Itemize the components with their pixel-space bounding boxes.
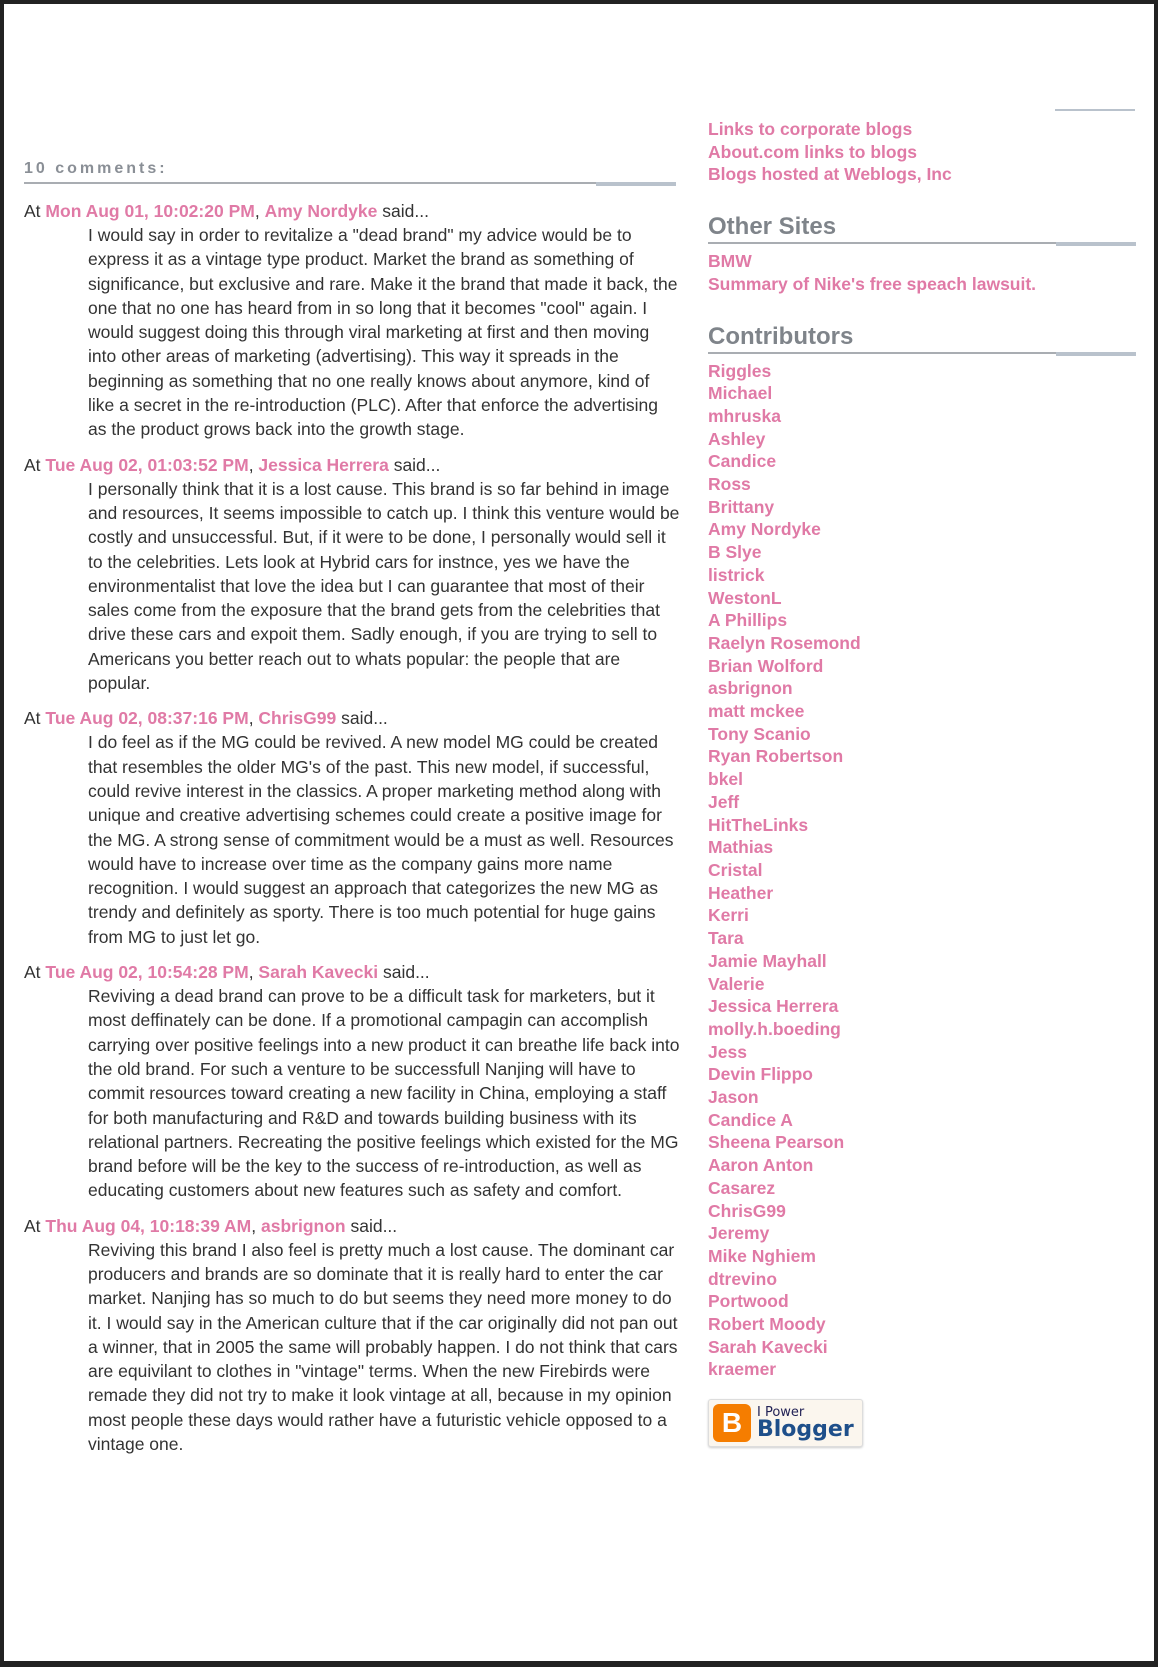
contributor-link[interactable]: Ross: [708, 474, 751, 495]
contributor-link[interactable]: Portwood: [708, 1291, 789, 1312]
contributor-link[interactable]: B Slye: [708, 542, 762, 563]
sidebar-link[interactable]: Blogs hosted at Weblogs, Inc: [708, 164, 952, 185]
contributor-link[interactable]: molly.h.boeding: [708, 1018, 841, 1039]
comment-body: Reviving a dead brand can prove to be a difficult task for marketers, but it most deffinately can be done. If a promotional campagin can accomplish carrying over positive feelings into a new product it can breathe life back into the old brand. For such a venture to be successfull Nanjing will have to commit resources toward creating a new facility in China, employing a staff for both manufacturing and R&D and towards building business with its relational partners. Recreating the positive feelings which existed for the MG brand before will be the key to the success of re-introduction, as well as educating customers about new features such as safety and comfort.: [88, 986, 680, 1201]
sidebar: [708, 118, 1136, 1447]
contributor-link[interactable]: Casarez: [708, 1177, 776, 1198]
comment-date-link[interactable]: Tue Aug 02, 10:54:28 PM: [45, 962, 249, 983]
contributor-link[interactable]: Robert Moody: [708, 1314, 826, 1335]
comment-body: I do feel as if the MG could be revived. A new model MG could be created that resembles the older MG's of the past. This new model, if successful, could revive interest in the classics. A proper marketing method along with unique and creative advertising schemes could create a positive image for the MG. A strong sense of commitment would be a must as well. Resources would have to increase over time as the company gains more name recognition. I would suggest an approach that categorizes the new MG as trendy and definitely as sporty. There is too much potential for huge gains from MG to just let go.: [88, 732, 674, 947]
comment: [24, 453, 680, 696]
comment-meta: At Thu Aug 04, 10:18:39 AM, asbrignon said...: [24, 1215, 398, 1236]
contributor-link[interactable]: A Phillips: [708, 610, 788, 631]
contributor-link[interactable]: Ryan Robertson: [708, 746, 844, 767]
contributor-link[interactable]: Brian Wolford: [708, 655, 824, 676]
contributor-link[interactable]: Jeremy: [708, 1223, 770, 1244]
comment-body: I would say in order to revitalize a "dead brand" my advice would be to express it as a vintage type product. Market the brand as something of significance, but exclusive and rare. Make it the brand that made it back, the one that no one has heard from in so long that it becomes "cool" again. I would suggest doing this through viral marketing at first and then moving into other areas of marketing (advertising). This way it spreads in the beginning as something that no one really knows about anymore, kind of like a secret in the re-introduction (PLC). After that enforce the advertising as the product grows back into the growth stage.: [88, 225, 678, 440]
comment-prefix: At: [24, 201, 41, 221]
comment-body: I personally think that it is a lost cause. This brand is so far behind in image and resources, It seems impossible to catch up. I think this venture would be costly and unsuccessful. But, if it were to be done, I personally would sell it to the celebrities. Lets look at Hybrid cars for instnce, yes we have the environmentalist that love the idea but I can guarantee that most of their sales come from the exposure that the brand gets from the celebrities that drive these cars and expoit them. Sadly enough, if you are trying to sell to Americans you better reach out to whats popular: the people that are popular.: [88, 478, 680, 694]
contributor-link[interactable]: Jamie Mayhall: [708, 950, 827, 971]
contributor-link[interactable]: asbrignon: [708, 678, 793, 699]
sidebar-link[interactable]: About.com links to blogs: [708, 141, 918, 162]
comments-list: [24, 199, 680, 1456]
contributor-link[interactable]: Devin Flippo: [708, 1064, 813, 1085]
contributor-link[interactable]: bkel: [708, 769, 744, 790]
comment-author-link[interactable]: Amy Nordyke: [264, 201, 378, 221]
comment-prefix: At: [24, 962, 41, 983]
comment-author-link[interactable]: Sarah Kavecki: [258, 962, 379, 983]
contributor-link[interactable]: Candice A: [708, 1109, 793, 1130]
comment: [24, 1214, 676, 1457]
other-site-link[interactable]: Summary of Nike's free speach lawsuit.: [708, 273, 1037, 294]
comment-said: said...: [382, 201, 429, 221]
other-sites-list: [708, 250, 1136, 295]
contributor-link[interactable]: Sheena Pearson: [708, 1132, 845, 1153]
contributor-link[interactable]: Mike Nghiem: [708, 1245, 816, 1266]
contributors-list: [708, 360, 1136, 1382]
comment-meta: At Mon Aug 01, 10:02:20 PM, Amy Nordyke said...: [24, 201, 429, 221]
contributor-link[interactable]: Jessica Herrera: [708, 996, 839, 1017]
comment-said: said...: [350, 1215, 398, 1236]
contributor-link[interactable]: Aaron Anton: [708, 1155, 814, 1176]
comment-author-link[interactable]: ChrisG99: [258, 708, 337, 729]
comment-date-link[interactable]: Mon Aug 01, 10:02:20 PM: [45, 201, 255, 221]
comment-date-link[interactable]: Thu Aug 04, 10:18:39 AM: [45, 1215, 252, 1236]
contributor-link[interactable]: WestonL: [708, 587, 782, 608]
sidebar-link[interactable]: Links to corporate blogs: [708, 119, 913, 139]
badge-line2: Blogger: [757, 1416, 854, 1442]
contributor-link[interactable]: Mathias: [708, 837, 774, 858]
contributor-link[interactable]: matt mckee: [708, 701, 805, 722]
contributor-link[interactable]: Cristal: [708, 859, 763, 880]
comment-date-link[interactable]: Tue Aug 02, 01:03:52 PM: [45, 454, 249, 475]
contributor-link[interactable]: mhruska: [708, 405, 781, 426]
blogger-badge[interactable]: [708, 1399, 863, 1447]
comment-meta: At Tue Aug 02, 08:37:16 PM, ChrisG99 said...: [24, 708, 388, 729]
comments-section: [24, 160, 680, 1467]
comment-meta: At Tue Aug 02, 10:54:28 PM, Sarah Kavecki said...: [24, 962, 430, 983]
contributor-link[interactable]: Ashley: [708, 428, 766, 449]
comment-meta: At Tue Aug 02, 01:03:52 PM, Jessica Herrera said...: [24, 454, 441, 475]
contributor-link[interactable]: Valerie: [708, 973, 765, 994]
contributor-link[interactable]: ChrisG99: [708, 1200, 786, 1221]
comment-said: said...: [341, 708, 388, 729]
contributor-link[interactable]: Riggles: [708, 360, 772, 381]
contributor-link[interactable]: Tony Scanio: [708, 723, 811, 744]
blog-links: [708, 118, 1136, 186]
comment-body: Reviving this brand I also feel is pretty much a lost cause. The dominant car producers and brands are so dominate that it is really hard to enter the car market. Nanjing has so much to do but seems they need more money to do it. I would say in the American culture that if the car originally did not pan out a winner, that in 2005 the same will probably happen. I do not think that cars are equivilant to clothes in "vintage" terms. When the new Firebirds were remade they did not try to make it look vintage at all, because in my opinion most people these days would rather have a futuristic vehicle opposed to a vintage one.: [88, 1239, 678, 1455]
contributors-title: Contributors: [708, 322, 1136, 354]
contributor-link[interactable]: Tara: [708, 928, 744, 949]
comment-prefix: At: [24, 708, 41, 729]
comment-said: said...: [382, 962, 430, 983]
contributor-link[interactable]: kraemer: [708, 1359, 777, 1380]
contributor-link[interactable]: Sarah Kavecki: [708, 1336, 828, 1357]
contributor-link[interactable]: Jason: [708, 1087, 759, 1108]
comment: [24, 706, 676, 949]
badge-text: [757, 1406, 854, 1441]
contributor-link[interactable]: Michael: [708, 383, 773, 404]
contributor-link[interactable]: Jess: [708, 1041, 747, 1062]
other-sites-title: Other Sites: [708, 212, 1136, 244]
comment-date-link[interactable]: Tue Aug 02, 08:37:16 PM: [45, 708, 249, 729]
contributor-link[interactable]: Amy Nordyke: [708, 519, 821, 540]
contributor-link[interactable]: dtrevino: [708, 1268, 778, 1289]
contributor-link[interactable]: listrick: [708, 564, 765, 585]
contributor-link[interactable]: Heather: [708, 882, 774, 903]
divider: [1055, 109, 1135, 111]
contributor-link[interactable]: Raelyn Rosemond: [708, 632, 861, 653]
contributor-link[interactable]: Candice: [708, 451, 777, 472]
comment-prefix: At: [24, 1215, 41, 1236]
comment: [24, 960, 680, 1203]
comments-header: 10 comments:: [24, 160, 676, 184]
contributor-link[interactable]: Kerri: [708, 905, 749, 926]
contributor-link[interactable]: Brittany: [708, 496, 775, 517]
comment-author-link[interactable]: Jessica Herrera: [258, 454, 389, 475]
comment-author-link[interactable]: asbrignon: [261, 1215, 346, 1236]
other-site-link[interactable]: BMW: [708, 251, 752, 272]
contributor-link[interactable]: HitTheLinks: [708, 814, 809, 835]
blogger-logo-icon: B: [713, 1404, 751, 1442]
badge-line1: I Power: [757, 1404, 805, 1420]
comment-prefix: At: [24, 454, 41, 475]
comment: [24, 199, 676, 442]
comment-said: said...: [393, 454, 441, 475]
contributor-link[interactable]: Jeff: [708, 791, 740, 812]
